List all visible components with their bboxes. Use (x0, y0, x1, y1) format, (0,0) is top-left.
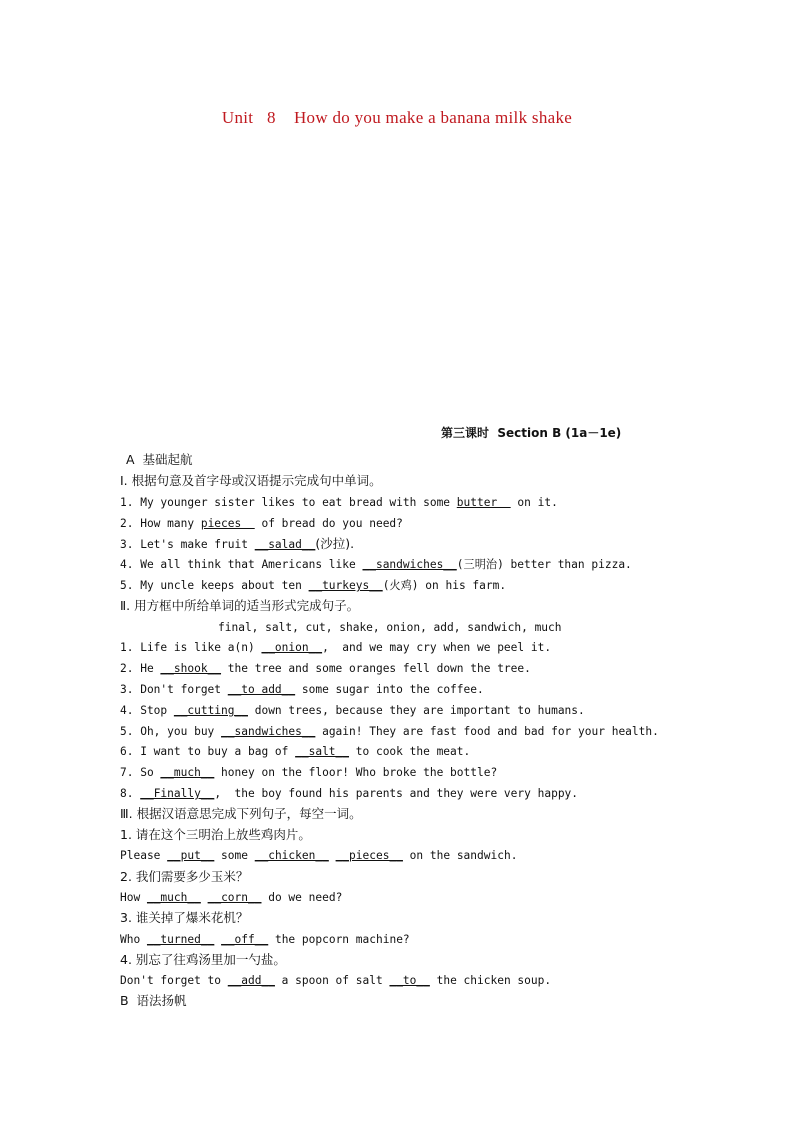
answer-blank: __sandwiches__ (362, 558, 457, 571)
answer-blank: butter (456, 496, 511, 509)
exercise2-item: 3. Don't forget __to add__ some sugar into the coffee. (120, 683, 484, 696)
answer-blank: __corn__ (207, 891, 262, 904)
exercise1-item: 4. We all think that Americans like __sandwiches__(三明治) better than pizza. (120, 558, 632, 571)
exercise3-english-line: Please __put__ some __chicken__ __pieces__ on the sandwich. (120, 849, 518, 862)
answer-blank: __shook__ (160, 662, 222, 675)
exercise2-item: 5. Oh, you buy __sandwiches__ again! They are fast food and bad for your health. (120, 725, 659, 738)
section-heading: 第三课时 Section B (1a－1e) (441, 426, 622, 440)
exercise3-chinese-prompt: 1. 请在这个三明治上放些鸡肉片。 (120, 827, 311, 842)
answer-blank: __turned__ (146, 933, 215, 946)
exercise2-item: 4. Stop __cutting__ down trees, because they are important to humans. (120, 704, 585, 717)
exercise1-item: 5. My uncle keeps about ten __turkeys__(火鸡) on his farm. (120, 579, 507, 592)
answer-blank: __sandwiches__ (221, 725, 316, 738)
exercise3-chinese-prompt: 3. 谁关掉了爆米花机？ (120, 910, 249, 925)
answer-blank: __salad__ (254, 538, 316, 551)
word-box: final, salt, cut, shake, onion, add, sandwich, much (218, 621, 562, 634)
unit-title: Unit 8 How do you make a banana milk shake (221, 108, 573, 127)
exercise1-heading: Ⅰ. 根据句意及首字母或汉语提示完成句中单词。 (120, 473, 382, 488)
answer-blank: __pieces__ (335, 849, 403, 862)
answer-blank: __turkeys__ (308, 579, 383, 592)
answer-blank: __much__ (146, 891, 201, 904)
answer-blank: __to__ (389, 974, 430, 987)
exercise1-item: 1. My younger sister likes to eat bread with some butter on it. (120, 496, 558, 509)
exercise3-chinese-prompt: 2. 我们需要多少玉米？ (120, 869, 249, 884)
answer-blank: __put__ (167, 849, 215, 862)
exercise3-heading: Ⅲ. 根据汉语意思完成下列句子，每空一词。 (120, 806, 362, 821)
exercise2-item: 8. __Finally__, the boy found his parents and they were very happy. (120, 787, 579, 800)
exercise2-heading: Ⅱ. 用方框中所给单词的适当形式完成句子。 (120, 598, 360, 613)
answer-blank: pieces (200, 517, 255, 530)
exercise3-english-line: Don't forget to __add__ a spoon of salt __to__ the chicken soup. (120, 974, 552, 987)
exercise1-item: 3. Let's make fruit __salad__(沙拉). (120, 536, 355, 551)
answer-blank: __salt__ (295, 745, 350, 758)
exercise2-item: 7. So __much__ honey on the floor! Who broke the bottle? (120, 766, 498, 779)
exercise3-chinese-prompt: 4. 别忘了往鸡汤里加一勺盐。 (120, 952, 286, 967)
exercise2-item: 6. I want to buy a bag of __salt__ to cook the meat. (120, 745, 471, 758)
answer-blank: __chicken__ (254, 849, 329, 862)
answer-blank: __onion__ (261, 641, 323, 654)
answer-blank: __add__ (227, 974, 275, 987)
answer-blank: __Finally__ (140, 787, 215, 800)
exercise2-item: 1. Life is like a(n) __onion__, and we may cry when we peel it. (120, 641, 552, 654)
exercise2-item: 2. He __shook__ the tree and some oranges fell down the tree. (120, 662, 531, 675)
part-b-heading: B 语法扬帆 (120, 993, 187, 1008)
part-a-heading: A 基础起航 (126, 452, 193, 467)
answer-blank: __much__ (160, 766, 215, 779)
answer-blank: __cutting__ (173, 704, 248, 717)
exercise3-english-line: Who __turned__ __off__ the popcorn machine? (120, 933, 410, 946)
exercise3-english-line: How __much__ __corn__ do we need? (120, 891, 343, 904)
answer-blank: __to add__ (227, 683, 296, 696)
answer-blank: __off__ (221, 933, 269, 946)
exercise1-item: 2. How many pieces of bread do you need? (120, 517, 403, 530)
